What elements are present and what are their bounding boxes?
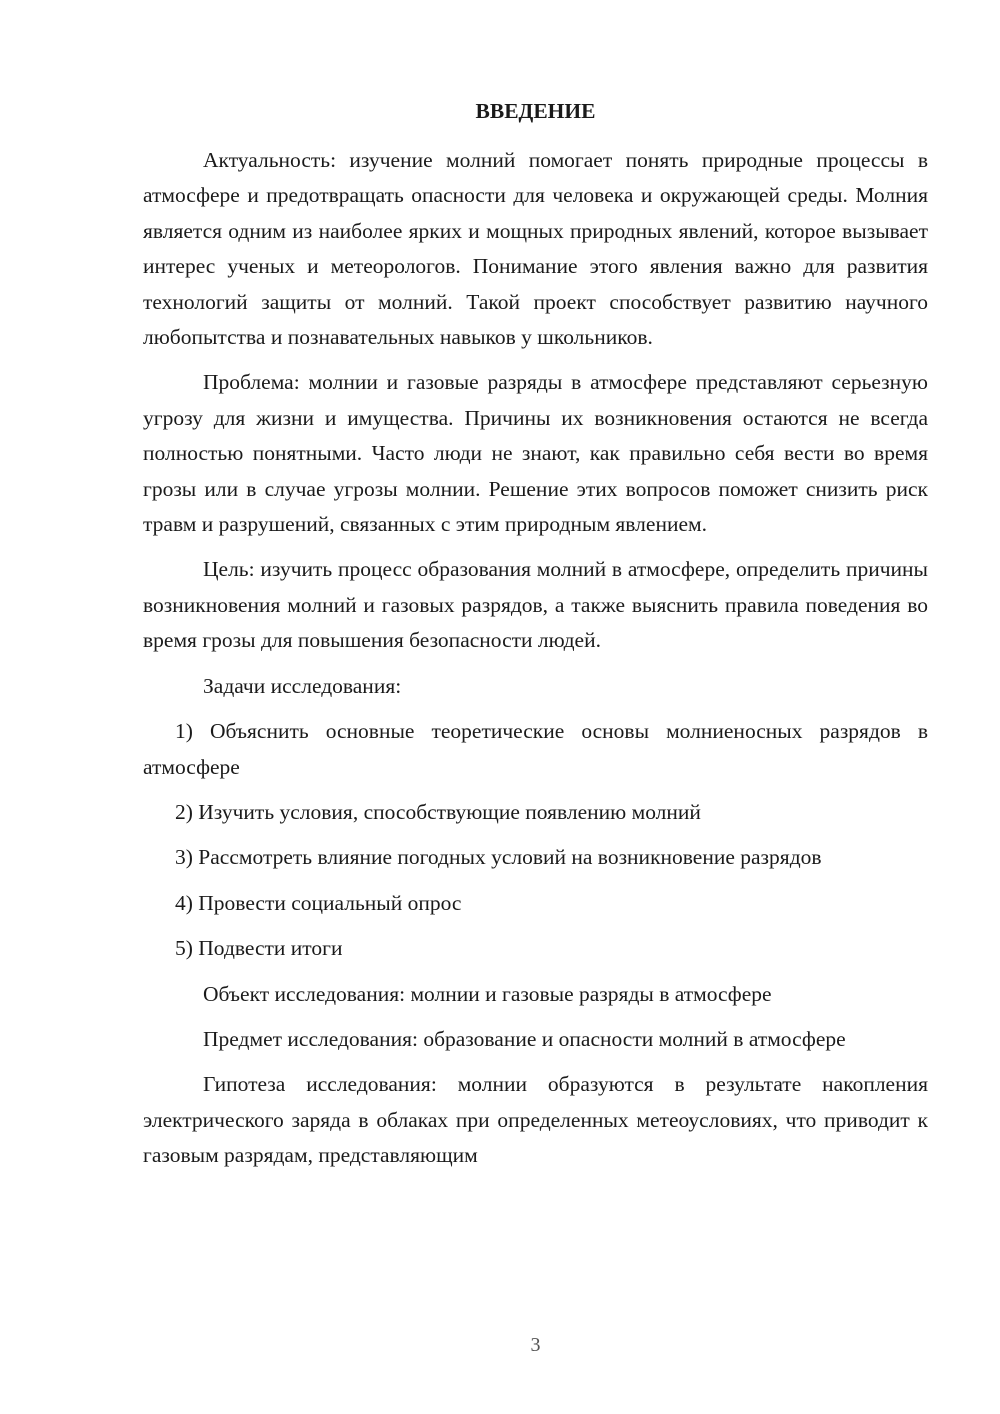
tasks-heading: Задачи исследования: (203, 673, 402, 698)
paragraph-object: Объект исследования: молнии и газовые разряды в атмосфере (203, 981, 772, 1006)
list-item: 3) Рассмотреть влияние погодных условий на возникновение разрядов (175, 845, 822, 870)
list-item: 5) Подвести итоги (175, 936, 343, 961)
paragraph-hypothesis: Гипотеза исследования: молнии образуются в результате накопления электрического заряда в облаках при определенных метеоусловиях, что приводит к газовым разрядам, представляющим (143, 1072, 928, 1168)
paragraph-problem: Проблема: молнии и газовые разряды в атмосфере представляют серьезную угрозу для жизни и имущества. Причины их возникновения остаются не всегда полностью понятными. Часто люди не знают, как правильно себя вести во время грозы или в случае угрозы молнии. Решение этих вопросов поможет снизить риск травм и разрушений, связанных с этим природным явлением. (143, 370, 928, 537)
document-body (143, 143, 928, 1184)
page-number: 3 (530, 1334, 541, 1356)
paragraph-relevance: Актуальность: изучение молний помогает понять природные процессы в атмосфере и предотвращать опасности для человека и окружающей среды. Молния является одним из наиболее ярких и мощных природных явлений, которое вызывает интерес ученых и метеорологов. Понимание этого явления важно для развития технологий защиты от молний. Такой проект способствует развитию научного любопытства и познавательных навыков у школьников. (143, 148, 928, 350)
list-item: 4) Провести социальный опрос (175, 890, 462, 915)
document-page (143, 0, 928, 1414)
list-item: 1) Объяснить основные теоретические основы молниеносных разрядов в атмосфере (143, 719, 928, 779)
paragraph-goal: Цель: изучить процесс образования молний в атмосфере, определить причины возникновения молний и газовых разрядов, а также выяснить правила поведения во время грозы для повышения безопасности людей. (143, 557, 928, 653)
list-item: 2) Изучить условия, способствующие появлению молний (175, 799, 701, 824)
paragraph-subject: Предмет исследования: образование и опасности молний в атмосфере (203, 1026, 846, 1051)
section-title: ВВЕДЕНИЕ (475, 99, 596, 123)
